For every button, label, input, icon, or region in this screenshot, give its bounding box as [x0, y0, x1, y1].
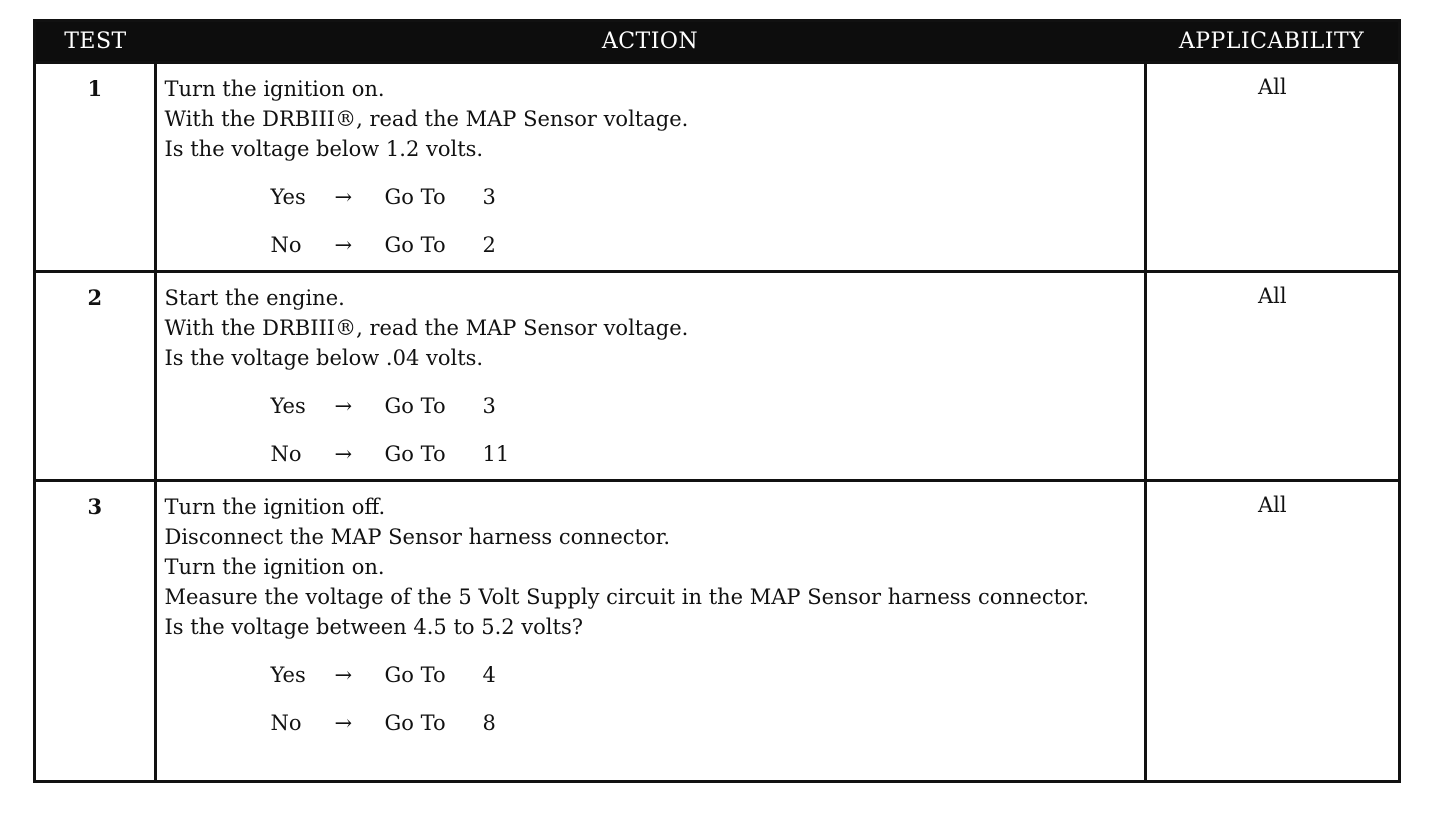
action-line: With the DRBIII®, read the MAP Sensor voltage. — [164, 107, 689, 131]
no-branch — [165, 230, 1138, 260]
arrow-icon: → — [334, 394, 353, 418]
arrow-icon: → — [334, 442, 353, 466]
arrow-icon: → — [334, 711, 353, 735]
action-line: Is the voltage below .04 volts. — [164, 346, 484, 370]
table-row — [36, 481, 1398, 781]
action-line: Start the engine. — [164, 286, 345, 310]
action-cell — [155, 63, 1145, 272]
action-line: Is the voltage below 1.2 volts. — [164, 137, 484, 161]
action-line: With the DRBIII®, read the MAP Sensor voltage. — [164, 316, 689, 340]
header-test: TEST — [36, 22, 155, 63]
yes-branch — [165, 391, 1138, 421]
action-cell — [155, 272, 1145, 481]
goto-label: Go To — [384, 711, 446, 735]
applicability-cell: All — [1145, 481, 1398, 781]
yes-branch — [165, 182, 1138, 212]
action-line: Turn the ignition off. — [164, 495, 386, 519]
arrow-icon: → — [334, 185, 353, 209]
goto-label: Go To — [384, 233, 446, 257]
no-label: No — [270, 233, 302, 257]
no-label: No — [270, 442, 302, 466]
table-row — [36, 272, 1398, 481]
goto-label: Go To — [384, 185, 446, 209]
action-line: Is the voltage between 4.5 to 5.2 volts? — [164, 615, 583, 639]
goto-target: 11 — [482, 442, 510, 466]
yes-label: Yes — [270, 185, 306, 209]
header-action: ACTION — [155, 22, 1145, 63]
goto-target: 8 — [482, 711, 496, 735]
goto-label: Go To — [384, 442, 446, 466]
no-branch — [165, 708, 1138, 738]
arrow-icon: → — [334, 233, 353, 257]
diagnostic-table — [36, 22, 1398, 780]
goto-target: 3 — [482, 185, 496, 209]
test-number: 1 — [36, 63, 155, 272]
yes-label: Yes — [270, 663, 306, 687]
action-line: Turn the ignition on. — [164, 555, 385, 579]
test-number: 2 — [36, 272, 155, 481]
action-line: Disconnect the MAP Sensor harness connector. — [164, 525, 670, 549]
action-line: Measure the voltage of the 5 Volt Supply circuit in the MAP Sensor harness connector. — [164, 585, 1090, 609]
goto-label: Go To — [384, 663, 446, 687]
table-header-row — [36, 22, 1398, 63]
no-label: No — [270, 711, 302, 735]
table-row — [36, 63, 1398, 272]
applicability-cell: All — [1145, 63, 1398, 272]
arrow-icon: → — [334, 663, 353, 687]
goto-target: 3 — [482, 394, 496, 418]
header-applicability: APPLICABILITY — [1145, 22, 1398, 63]
action-cell — [155, 481, 1145, 781]
yes-branch — [165, 660, 1138, 690]
goto-label: Go To — [384, 394, 446, 418]
goto-target: 2 — [482, 233, 496, 257]
no-branch — [165, 439, 1138, 469]
applicability-cell: All — [1145, 272, 1398, 481]
goto-target: 4 — [482, 663, 496, 687]
yes-label: Yes — [270, 394, 306, 418]
diagnostic-table-frame — [33, 19, 1401, 783]
test-number: 3 — [36, 481, 155, 781]
action-line: Turn the ignition on. — [164, 77, 385, 101]
